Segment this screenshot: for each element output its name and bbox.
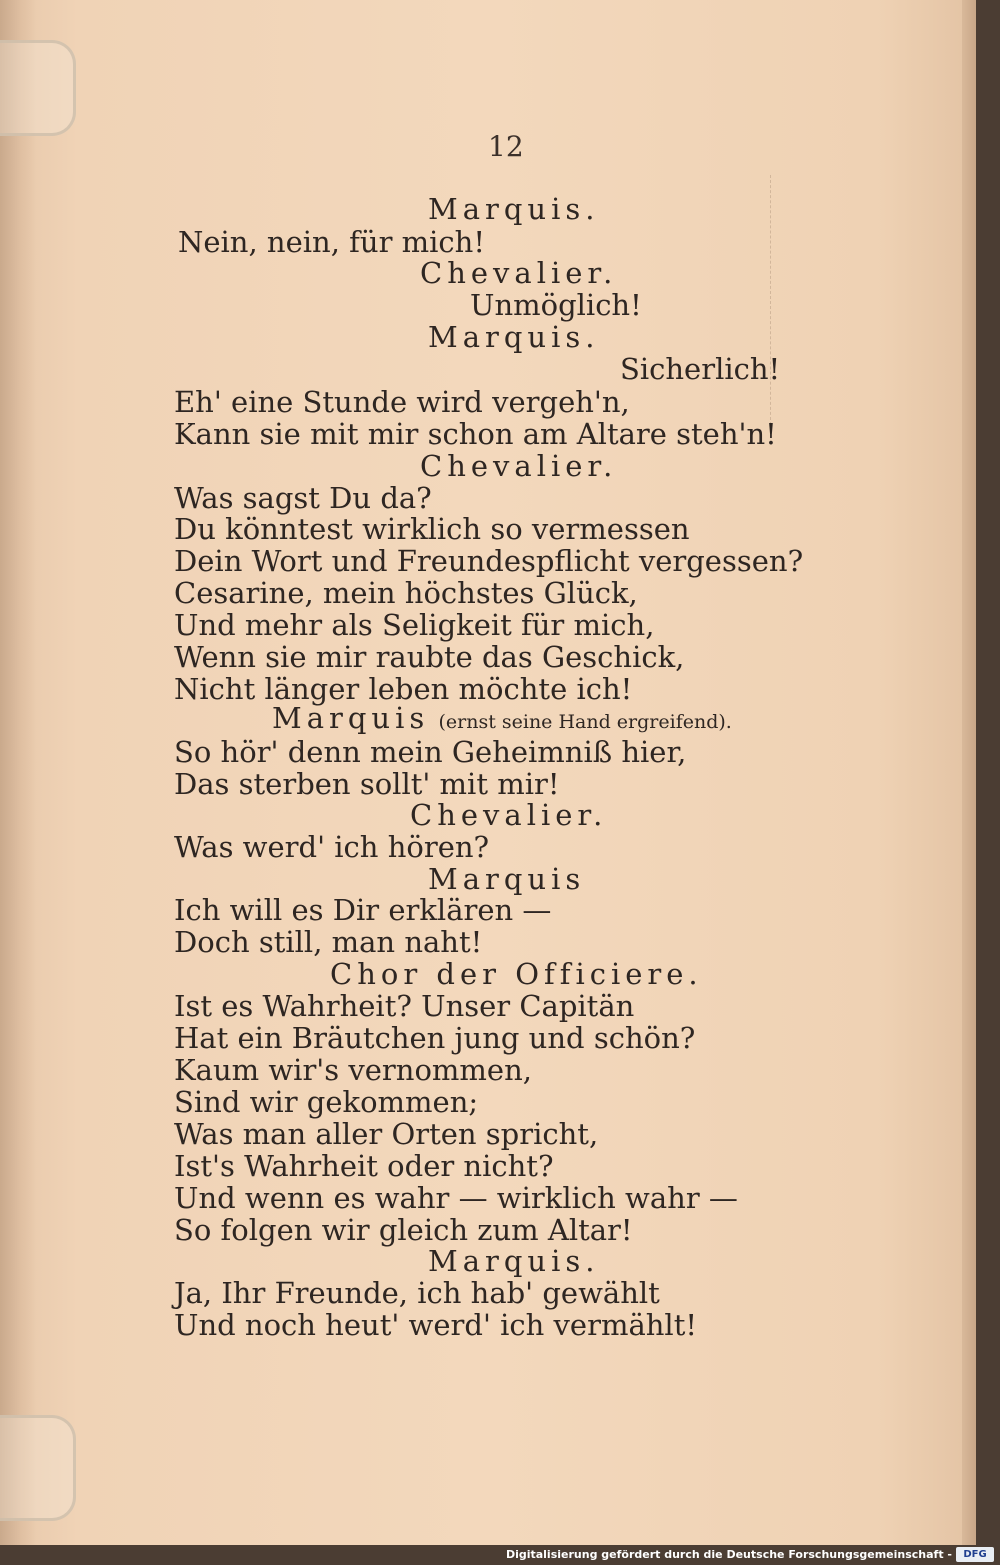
verse-line: Wenn sie mir raubte das Geschick,: [174, 640, 685, 674]
verse-line: So folgen wir gleich zum Altar!: [174, 1213, 633, 1247]
speaker-heading: Chevalier.: [420, 256, 618, 290]
speaker-heading: Marquis: [428, 862, 586, 896]
verse-line: Was man aller Orten spricht,: [174, 1117, 599, 1151]
digitization-credit: Digitalisierung gefördert durch die Deutsche Forschungsgemeinschaft -: [505, 1548, 952, 1561]
verse-line: Was sagst Du da?: [174, 481, 432, 515]
speaker-heading: Chevalier.: [410, 798, 608, 832]
verse-line: Unmöglich!: [470, 288, 642, 322]
dfg-logo: DFG: [956, 1547, 994, 1562]
verse-line: Nicht länger leben möchte ich!: [174, 672, 633, 706]
verse-line: Sicherlich!: [620, 352, 781, 386]
speaker-heading: Chor der Officiere.: [330, 957, 703, 991]
verse-line: Und mehr als Seligkeit für mich,: [174, 608, 655, 642]
verse-line: Eh' eine Stunde wird vergeh'n,: [174, 385, 630, 419]
verse-line: Ist's Wahrheit oder nicht?: [174, 1149, 554, 1183]
top-clip: [0, 40, 76, 136]
speaker-heading-with-direction: [272, 701, 732, 739]
verse-line: Du könntest wirklich so vermessen: [174, 512, 690, 546]
verse-line: Das sterben sollt' mit mir!: [174, 767, 560, 801]
speaker-heading: Marquis.: [428, 1244, 600, 1278]
verse-line: Ich will es Dir erklären —: [174, 893, 552, 927]
verse-line: Und noch heut' werd' ich vermählt!: [174, 1308, 698, 1342]
verse-line: Hat ein Bräutchen jung und schön?: [174, 1021, 696, 1055]
verse-line: Kann sie mit mir schon am Altare steh'n!: [174, 417, 777, 451]
binding-shadow: [0, 0, 36, 1545]
verse-line: Nein, nein, für mich!: [178, 225, 485, 259]
page-edge: [962, 0, 976, 1545]
speaker-heading: Marquis.: [428, 320, 600, 354]
page-number: 12: [488, 130, 524, 163]
verse-line: Und wenn es wahr — wirklich wahr —: [174, 1181, 738, 1215]
verse-line: Ja, Ihr Freunde, ich hab' gewählt: [174, 1276, 660, 1310]
verse-line: Dein Wort und Freundespflicht vergessen?: [174, 544, 804, 578]
verse-line: Doch still, man naht!: [174, 925, 483, 959]
verse-line: Ist es Wahrheit? Unser Capitän: [174, 989, 635, 1023]
verse-line: Cesarine, mein höchstes Glück,: [174, 576, 638, 610]
speaker-heading: Marquis.: [428, 192, 600, 226]
show-through-marks: [770, 175, 831, 425]
verse-line: Sind wir gekommen;: [174, 1085, 479, 1119]
speaker-name: Marquis: [272, 701, 430, 735]
verse-line: Was werd' ich hören?: [174, 830, 490, 864]
bottom-clip: [0, 1415, 76, 1521]
speaker-heading: Chevalier.: [420, 449, 618, 483]
verse-line: So hör' denn mein Geheimniß hier,: [174, 735, 687, 769]
stage-direction: (ernst seine Hand ergreifend).: [438, 711, 732, 733]
verse-line: Kaum wir's vernommen,: [174, 1053, 532, 1087]
